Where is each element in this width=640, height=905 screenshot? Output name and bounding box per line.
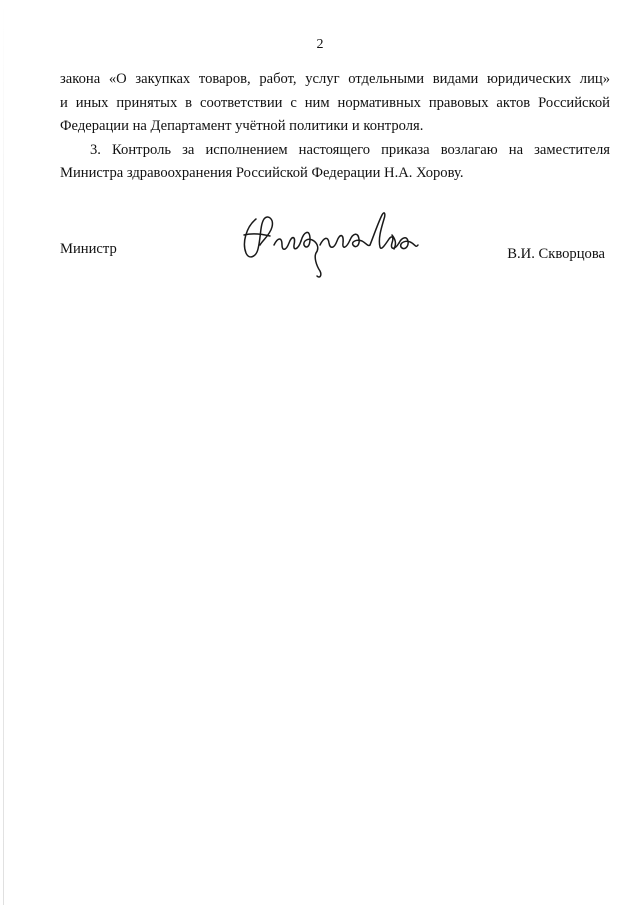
handwritten-signature	[234, 205, 424, 285]
paragraph-item-3	[60, 139, 610, 186]
page-number: 2	[316, 37, 324, 52]
document-body	[60, 68, 610, 186]
paragraph-continuation	[60, 68, 610, 139]
signatory-name: В.И. Скворцова	[507, 246, 605, 262]
signatory-role: Министр	[60, 241, 117, 257]
text-line: 3. Контроль за исполнением настоящего приказа возлагаю на заместителя	[90, 141, 610, 158]
scan-edge	[3, 0, 4, 905]
text-line: Министра здравоохранения Российской Федерации Н.А. Хорову.	[60, 165, 464, 181]
text-line: и иных принятых в соответствии с ним нормативных правовых актов Российской	[60, 94, 610, 111]
text-line: Федерации на Департамент учётной политики и контроля.	[60, 118, 424, 134]
text-line: закона «О закупках товаров, работ, услуг отдельными видами юридических лиц»	[60, 71, 610, 87]
